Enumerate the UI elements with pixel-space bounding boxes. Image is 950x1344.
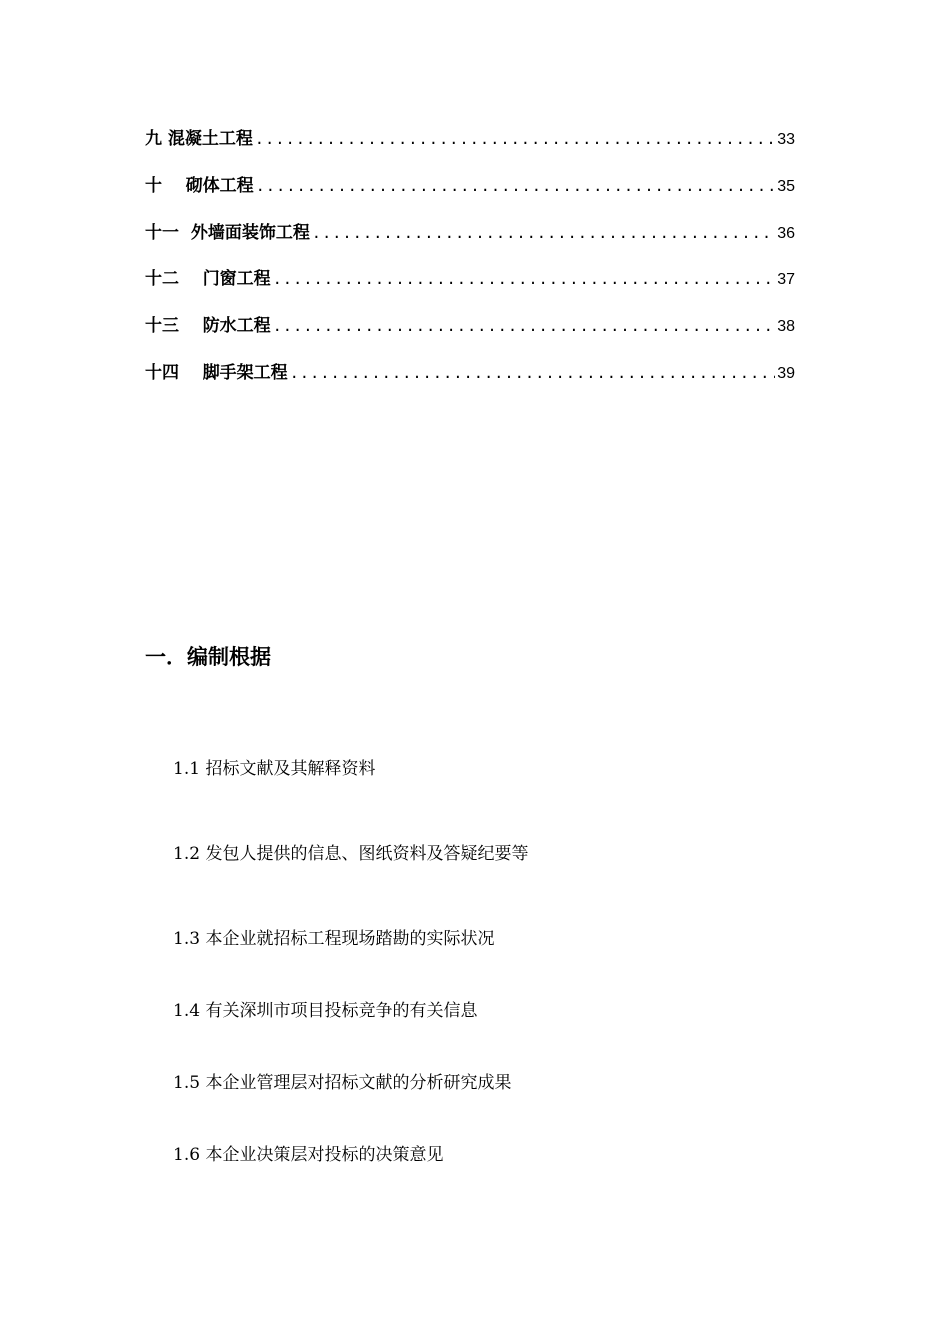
toc-entry-number: 十二: [145, 269, 203, 290]
table-of-contents: [145, 125, 795, 406]
toc-entry-title: 外墙面装饰工程: [190, 222, 310, 243]
toc-entry-number: 九: [145, 129, 168, 149]
toc-leader-dots: [273, 265, 776, 293]
toc-leader-dots: [290, 359, 776, 387]
toc-entry-page: 39: [777, 364, 795, 382]
toc-entry-number: 十四: [145, 362, 203, 383]
toc-leader-dots: [312, 219, 775, 247]
basis-item: 1.5 本企业管理层对招标文献的分析研究成果: [173, 1073, 512, 1093]
toc-entry-title: 砌体工程: [185, 175, 254, 196]
basis-item: 1.6 本企业决策层对投标的决策意见: [173, 1145, 444, 1165]
toc-entry-number: 十: [145, 175, 186, 196]
toc-entry-title: 混凝土工程: [167, 129, 253, 149]
toc-leader-dots: [255, 125, 775, 153]
toc-entry-page: 35: [777, 177, 795, 195]
toc-entry[interactable]: [145, 125, 795, 153]
toc-entry-title: 脚手架工程: [202, 362, 288, 383]
basis-item: 1.1 招标文献及其解释资料: [173, 759, 376, 779]
basis-item: 1.4 有关深圳市项目投标竞争的有关信息: [173, 1001, 478, 1021]
toc-leader-dots: [273, 312, 776, 340]
toc-entry[interactable]: [145, 312, 795, 340]
toc-entry[interactable]: [145, 219, 795, 247]
toc-entry[interactable]: [145, 172, 795, 200]
toc-leader-dots: [256, 172, 776, 200]
basis-item: 1.3 本企业就招标工程现场踏勘的实际状况: [173, 929, 495, 949]
toc-entry-page: 37: [777, 271, 795, 289]
toc-entry-number: 十一: [145, 222, 191, 243]
toc-entry[interactable]: [145, 265, 795, 293]
basis-item: 1.2 发包人提供的信息、图纸资料及答疑纪要等: [173, 844, 529, 864]
toc-entry-page: 36: [777, 224, 795, 242]
toc-entry-number: 十三: [145, 316, 203, 337]
toc-entry[interactable]: [145, 359, 795, 387]
toc-entry-title: 门窗工程: [202, 269, 271, 290]
toc-entry-title: 防水工程: [202, 316, 271, 337]
section-heading: 一．编制根据: [145, 645, 271, 669]
toc-entry-page: 38: [777, 318, 795, 336]
toc-entry-page: 33: [777, 131, 795, 148]
